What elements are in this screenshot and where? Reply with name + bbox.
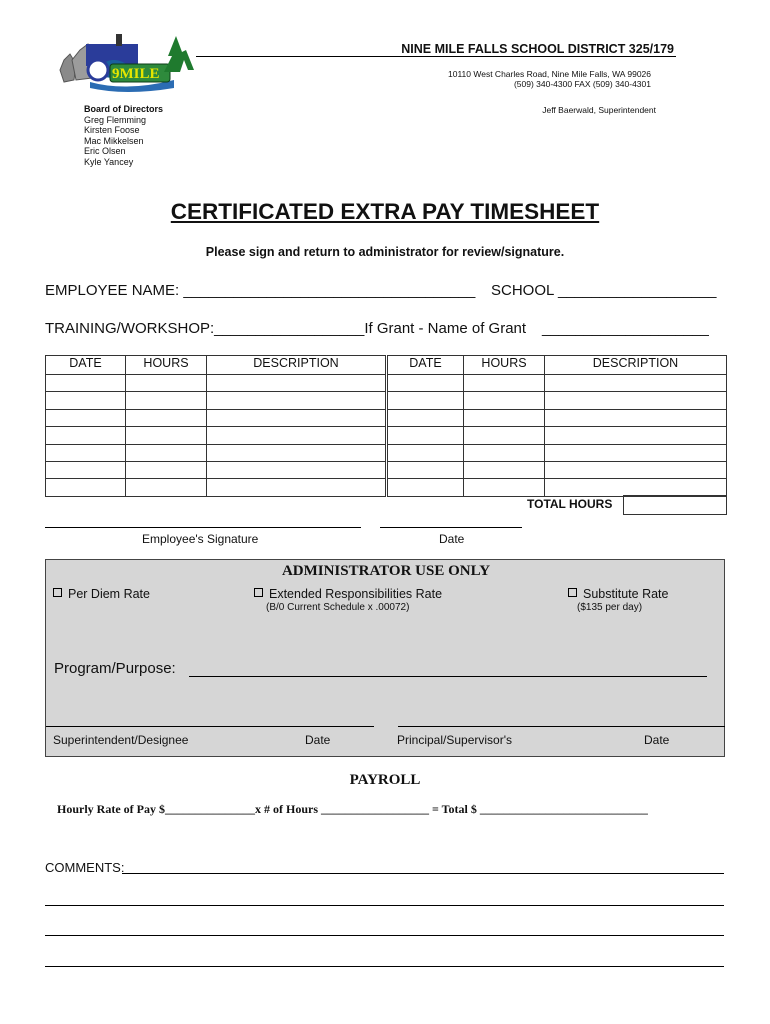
table-cell[interactable]: [207, 375, 386, 392]
checkbox[interactable]: [568, 588, 577, 597]
table-row: [46, 444, 727, 461]
table-cell[interactable]: [126, 479, 207, 496]
table-cell[interactable]: [46, 375, 126, 392]
table-cell[interactable]: [388, 479, 464, 496]
header-rule: [196, 56, 676, 57]
superintendent-name: Jeff Baerwald, Superintendent: [542, 105, 656, 115]
col-header-hours: HOURS: [464, 356, 545, 375]
total-hours-input[interactable]: [623, 495, 727, 515]
table-cell[interactable]: [207, 461, 386, 478]
col-header-date: DATE: [46, 356, 126, 375]
grant-name-field[interactable]: ____________________: [542, 320, 709, 337]
table-cell[interactable]: [46, 444, 126, 461]
table-cell[interactable]: [388, 461, 464, 478]
district-phone-fax: (509) 340-4300 FAX (509) 340-4301: [513, 79, 651, 89]
employee-signature-line[interactable]: [45, 527, 361, 528]
table-row: [46, 375, 727, 392]
per-diem-option[interactable]: [53, 587, 150, 601]
table-row: [46, 479, 727, 496]
table-cell[interactable]: [388, 375, 464, 392]
total-hours-label: TOTAL HOURS: [527, 497, 613, 511]
table-cell[interactable]: [126, 461, 207, 478]
table-cell[interactable]: [545, 375, 727, 392]
table-cell[interactable]: [388, 409, 464, 426]
table-cell[interactable]: [126, 375, 207, 392]
comments-line[interactable]: [45, 905, 724, 906]
table-cell[interactable]: [46, 479, 126, 496]
table-row: [46, 461, 727, 478]
table-cell[interactable]: [388, 444, 464, 461]
table-row: [46, 409, 727, 426]
table-cell[interactable]: [207, 409, 386, 426]
table-cell[interactable]: [207, 479, 386, 496]
table-cell[interactable]: [545, 479, 727, 496]
employee-date-line[interactable]: [380, 527, 522, 528]
payroll-calculation[interactable]: Hourly Rate of Pay $_______________x # of Hours __________________ = Total $ ____________________________: [57, 802, 648, 816]
board-member: Kirsten Foose: [84, 125, 140, 136]
superintendent-date-label: Date: [305, 733, 331, 747]
substitute-label: Substitute Rate: [583, 587, 669, 601]
board-member: Mac Mikkelsen: [84, 135, 144, 146]
table-cell[interactable]: [464, 479, 545, 496]
substitute-option[interactable]: [568, 587, 668, 601]
extended-responsibilities-option[interactable]: [254, 587, 442, 601]
comments-line[interactable]: [45, 966, 724, 967]
logo-text: 9MILE: [112, 66, 160, 82]
table-row: [46, 427, 727, 444]
extended-note: (B/0 Current Schedule x .00072): [266, 602, 410, 613]
administrator-section: [45, 559, 725, 757]
principal-label: Principal/Supervisor's: [397, 733, 513, 747]
admin-title: ADMINISTRATOR USE ONLY: [281, 563, 491, 579]
substitute-note: ($135 per day): [577, 602, 643, 613]
district-address: 10110 West Charles Road, Nine Mile Falls, WA 99026: [448, 69, 651, 79]
table-cell[interactable]: [545, 444, 727, 461]
table-cell[interactable]: [545, 409, 727, 426]
col-header-description: DESCRIPTION: [545, 356, 727, 375]
table-cell[interactable]: [464, 392, 545, 409]
program-purpose-line[interactable]: [189, 676, 707, 677]
training-workshop-field[interactable]: TRAINING/WORKSHOP:__________________If Grant - Name of Grant: [45, 320, 527, 337]
table-cell[interactable]: [126, 409, 207, 426]
extended-label: Extended Responsibilities Rate: [269, 587, 443, 601]
program-purpose-label: Program/Purpose:: [54, 660, 176, 677]
checkbox[interactable]: [254, 588, 263, 597]
table-cell[interactable]: [545, 392, 727, 409]
employee-name-field[interactable]: EMPLOYEE NAME: ___________________________________: [45, 282, 476, 299]
table-cell[interactable]: [46, 392, 126, 409]
checkbox[interactable]: [53, 588, 62, 597]
table-cell[interactable]: [207, 392, 386, 409]
table-cell[interactable]: [388, 392, 464, 409]
board-member: Kyle Yancey: [84, 156, 134, 167]
table-cell[interactable]: [545, 461, 727, 478]
timesheet-table: [45, 355, 727, 497]
table-cell[interactable]: [464, 427, 545, 444]
comments-line[interactable]: [122, 873, 724, 874]
superintendent-label: Superintendent/Designee: [53, 733, 189, 747]
col-header-hours: HOURS: [126, 356, 207, 375]
table-cell[interactable]: [46, 427, 126, 444]
table-cell[interactable]: [126, 392, 207, 409]
table-row: [46, 392, 727, 409]
table-cell[interactable]: [207, 427, 386, 444]
district-logo: [56, 30, 196, 96]
table-cell[interactable]: [464, 375, 545, 392]
col-header-date: DATE: [388, 356, 464, 375]
table-cell[interactable]: [545, 427, 727, 444]
board-member: Greg Flemming: [84, 114, 147, 125]
table-cell[interactable]: [207, 444, 386, 461]
page-title: CERTIFICATED EXTRA PAY TIMESHEET: [170, 199, 600, 224]
comments-label: COMMENTS:: [45, 860, 125, 875]
table-cell[interactable]: [46, 461, 126, 478]
employee-date-label: Date: [439, 532, 465, 546]
board-title: Board of Directors: [84, 104, 164, 114]
table-cell[interactable]: [126, 444, 207, 461]
per-diem-label: Per Diem Rate: [68, 587, 150, 601]
table-cell[interactable]: [464, 409, 545, 426]
board-member: Eric Olsen: [84, 146, 126, 157]
table-cell[interactable]: [388, 427, 464, 444]
table-cell[interactable]: [126, 427, 207, 444]
table-cell[interactable]: [46, 409, 126, 426]
principal-signature-line[interactable]: [398, 726, 725, 727]
page-subtitle: Please sign and return to administrator for review/signature.: [205, 245, 565, 259]
superintendent-signature-line[interactable]: [46, 726, 374, 727]
payroll-title: PAYROLL: [349, 772, 421, 788]
table-header-row: [46, 356, 727, 375]
school-field[interactable]: SCHOOL ___________________: [491, 282, 717, 299]
principal-date-label: Date: [644, 733, 670, 747]
employee-signature-label: Employee's Signature: [142, 532, 259, 546]
col-header-description: DESCRIPTION: [207, 356, 386, 375]
table-cell[interactable]: [464, 444, 545, 461]
board-of-directors: [84, 104, 163, 168]
comments-line[interactable]: [45, 935, 724, 936]
table-cell[interactable]: [464, 461, 545, 478]
district-name: NINE MILE FALLS SCHOOL DISTRICT 325/179: [401, 42, 674, 56]
